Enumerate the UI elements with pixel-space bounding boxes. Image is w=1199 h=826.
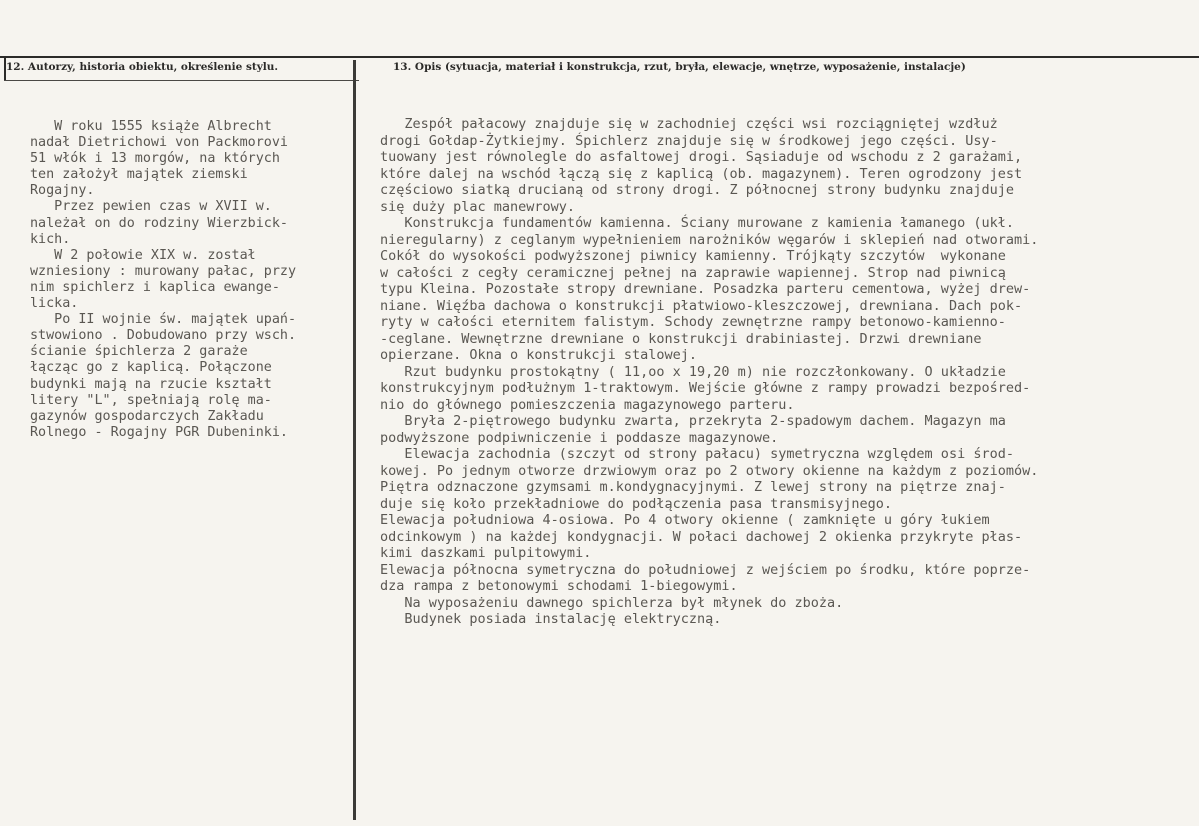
top-rule — [0, 56, 1199, 58]
section-13-heading: 13. Opis (sytuacja, materiał i konstrukcja, rzut, bryła, elewacje, wnętrze, wyposażenie, instalacje) — [393, 61, 966, 73]
left-header-underline — [4, 80, 359, 81]
section-12-heading: 12. Autorzy, historia obiektu, określenie stylu. — [6, 61, 279, 73]
description-text: Zespół pałacowy znajduje się w zachodniej części wsi rozciągniętej wzdłuż drogi Gołdap-Żytkiejmy. Śpichlerz znajduje się w środkowej jego części. Usy- tuowany jest równolegle do asfaltowej drogi. Sąsiaduje od wschodu z 2 garażami, które dalej na wschód łączą się z kaplicą (ob. magazynem). Teren ogrodzony jest częściowo siatką drucianą od strony drogi. Z północnej strony budynku znajduje się duży plac manewrowy. Konstrukcja fundamentów kamienna. Ściany murowane z kamienia łamanego (ukł. nieregularny) z ceglanym wypełnieniem narożników węgarów i sklepień nad otworami. Cokół do wysokości podwyższonej piwnicy kamienny. Trójkąty szczytów wykonane w całości z cegły ceramicznej pełnej na zaprawie wapiennej. Strop nad piwnicą typu Kleina. Pozostałe stropy drewniane. Posadzka parteru cementowa, wyżej drew- niane. Więźba dachowa o konstrukcji płatwiowo-kleszczowej, drewniana. Dach pok- ryty w całości eternitem falistym. Schody zewnętrzne rampy betonowo-kamienno- -ceglane. Wewnętrzne drewniane o konstrukcji drabiniastej. Drzwi drewniane opierzane. Okna o konstrukcji stalowej. Rzut budynku prostokątny ( 11,oo x 19,20 m) nie rozczłonkowany. O układzie konstrukcyjnym podłużnym 1-traktowym. Wejście główne z rampy prowadzi bezpośred- nio do głównego pomieszczenia magazynowego parteru. Bryła 2-piętrowego budynku zwarta, przekryta 2-spadowym dachem. Magazyn ma podwyższone podpiwniczenie i poddasze magazynowe. Elewacja zachodnia (szczyt od strony pałacu) symetryczna względem osi środ- kowej. Po jednym otworze drzwiowym oraz po 2 otwory okienne na każdym z poziomów. Piętra odznaczone gzymsami m.kondygnacyjnymi. Z lewej strony na piętrze znaj- duje się koło przekładniowe do podłączenia pasa transmisyjnego. Elewacja południowa 4-osiowa. Po 4 otwory okienne ( zamknięte u góry łukiem odcinkowym ) na każdej kondygnacji. W połaci dachowej 2 okienka przykryte płas- kimi daszkami pulpitowymi. Elewacja północna symetryczna do południowej z wejściem po środku, które poprze- dza rampa z betonowymi schodami 1-biegowymi. Na wyposażeniu dawnego spichlerza był młynek do zboża. Budynek posiada instalację elektryczną. — [380, 116, 1039, 627]
column-divider — [353, 60, 356, 820]
history-text: W roku 1555 książe Albrecht nadał Dietrichowi von Packmorovi 51 włók i 13 morgów, na których ten założył majątek ziemski Rogajny. Przez pewien czas w XVII w. należał on do rodziny Wierzbick- kich. W 2 połowie XIX w. został wzniesiony : murowany pałac, przy nim spichlerz i kaplica ewange- licka. Po II wojnie św. majątek upań- stwowiono . Dobudowano przy wsch. ścianie śpichlerza 2 garaże łącząc go z kaplicą. Połączone budynki mają na rzucie kształt litery "L", spełniają rolę ma- gazynów gospodarczych Zakładu Rolnego - Rogajny PGR Dubeninki. — [30, 119, 297, 440]
